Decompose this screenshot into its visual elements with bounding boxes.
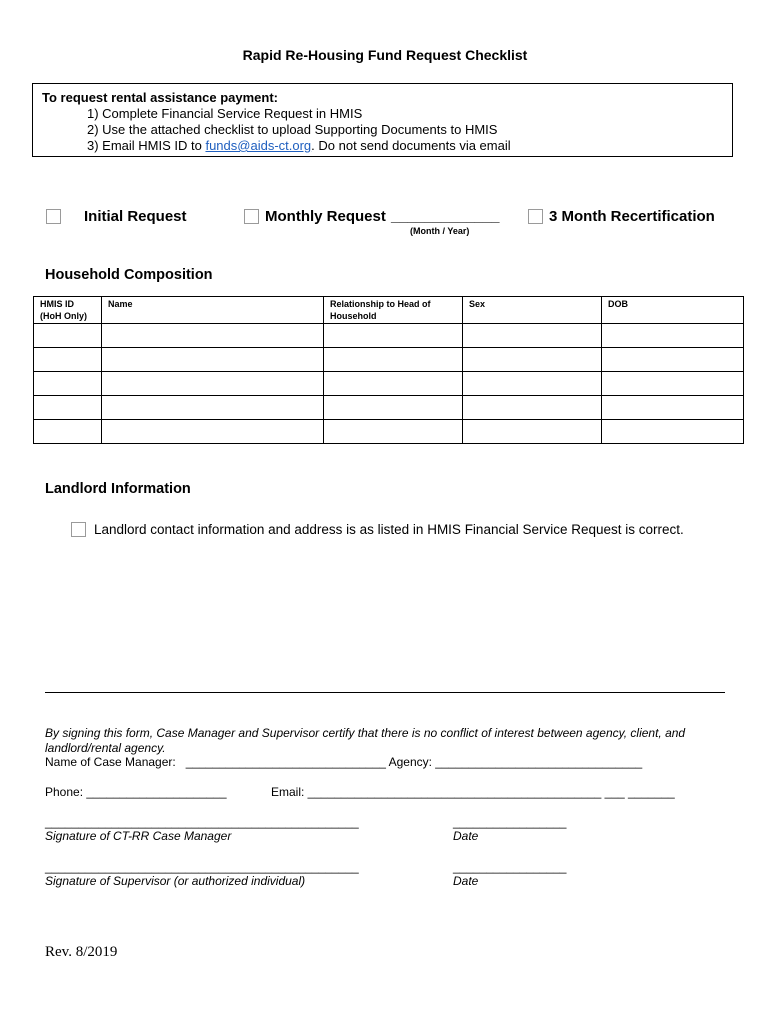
table-cell[interactable]	[463, 348, 602, 372]
column-hmis-id	[34, 297, 102, 324]
instruction-step-1: 1) Complete Financial Service Request in HMIS	[87, 106, 363, 121]
table-cell[interactable]	[324, 324, 463, 348]
table-cell[interactable]	[463, 324, 602, 348]
step3-suffix: . Do not send documents via email	[311, 138, 511, 153]
table-row	[34, 372, 744, 396]
table-cell[interactable]	[34, 372, 102, 396]
instructions-box	[32, 83, 733, 157]
relationship-header-line2: Household	[330, 311, 377, 321]
household-heading: Household Composition	[45, 267, 213, 283]
date-label-1: Date	[453, 829, 479, 843]
table-cell[interactable]	[463, 396, 602, 420]
initial-request-label: Initial Request	[84, 208, 187, 225]
instructions-heading: To request rental assistance payment:	[42, 90, 279, 105]
monthly-request-checkbox[interactable]	[244, 209, 259, 224]
table-cell[interactable]	[102, 372, 324, 396]
recertification-label: 3 Month Recertification	[549, 208, 715, 225]
table-cell[interactable]	[34, 396, 102, 420]
column-name: Name	[102, 297, 324, 324]
landlord-confirm-label: Landlord contact information and address is as listed in HMIS Financial Service Request is correct.	[94, 522, 684, 537]
hmis-id-header-line2: (HoH Only)	[40, 311, 87, 321]
table-cell[interactable]	[602, 372, 744, 396]
table-cell[interactable]	[102, 420, 324, 444]
page-title: Rapid Re-Housing Fund Request Checklist	[242, 47, 528, 63]
table-cell[interactable]	[602, 396, 744, 420]
household-table	[33, 296, 744, 444]
table-cell[interactable]	[102, 396, 324, 420]
month-year-hint: (Month / Year)	[410, 226, 470, 236]
table-row	[34, 420, 744, 444]
case-manager-signature-label: Signature of CT-RR Case Manager	[45, 829, 232, 843]
landlord-heading: Landlord Information	[45, 481, 191, 497]
funds-email-link[interactable]: funds@aids-ct.org	[205, 138, 312, 153]
instruction-step-2: 2) Use the attached checklist to upload Supporting Documents to HMIS	[87, 122, 498, 137]
table-cell[interactable]	[102, 324, 324, 348]
initial-request-checkbox[interactable]	[46, 209, 61, 224]
case-manager-signature-line[interactable]: _______________________________________________	[45, 815, 359, 829]
table-cell[interactable]	[102, 348, 324, 372]
date-label-2: Date	[453, 874, 479, 888]
certify-text-line2: landlord/rental agency.	[45, 741, 166, 755]
column-relationship	[324, 297, 463, 324]
phone-field[interactable]: Phone: _____________________	[45, 785, 227, 799]
table-cell[interactable]	[463, 420, 602, 444]
email-field[interactable]: Email: ____________________________________________ ___ _______	[271, 785, 675, 799]
date-line-2[interactable]: _________________	[453, 860, 567, 874]
step3-prefix: 3) Email HMIS ID to	[87, 138, 206, 153]
monthly-request-label: Monthly Request	[265, 208, 386, 225]
relationship-header-line1: Relationship to Head of	[330, 299, 431, 309]
landlord-confirm-checkbox[interactable]	[71, 522, 86, 537]
table-cell[interactable]	[324, 372, 463, 396]
table-cell[interactable]	[463, 372, 602, 396]
instruction-step-3	[87, 138, 511, 153]
month-year-field[interactable]: _____________	[391, 208, 500, 225]
table-row	[34, 396, 744, 420]
column-dob: DOB	[602, 297, 744, 324]
section-divider	[45, 692, 725, 693]
table-cell[interactable]	[34, 420, 102, 444]
supervisor-signature-label: Signature of Supervisor (or authorized individual)	[45, 874, 306, 888]
certify-text-line1: By signing this form, Case Manager and Supervisor certify that there is no conflict of interest between agency, client, and	[45, 726, 686, 740]
table-cell[interactable]	[324, 396, 463, 420]
table-cell[interactable]	[602, 324, 744, 348]
table-cell[interactable]	[324, 348, 463, 372]
table-cell[interactable]	[34, 324, 102, 348]
table-cell[interactable]	[602, 348, 744, 372]
recertification-checkbox[interactable]	[528, 209, 543, 224]
case-manager-agency-line[interactable]: Name of Case Manager: ______________________________ Agency: _______________________________	[45, 755, 643, 769]
table-row	[34, 324, 744, 348]
table-header-row	[34, 297, 744, 324]
revision-label: Rev. 8/2019	[45, 944, 118, 960]
column-sex: Sex	[463, 297, 602, 324]
table-cell[interactable]	[324, 420, 463, 444]
table-row	[34, 348, 744, 372]
table-cell[interactable]	[602, 420, 744, 444]
table-cell[interactable]	[34, 348, 102, 372]
date-line-1[interactable]: _________________	[453, 815, 567, 829]
supervisor-signature-line[interactable]: _______________________________________________	[45, 860, 359, 874]
hmis-id-header-line1: HMIS ID	[40, 299, 75, 309]
